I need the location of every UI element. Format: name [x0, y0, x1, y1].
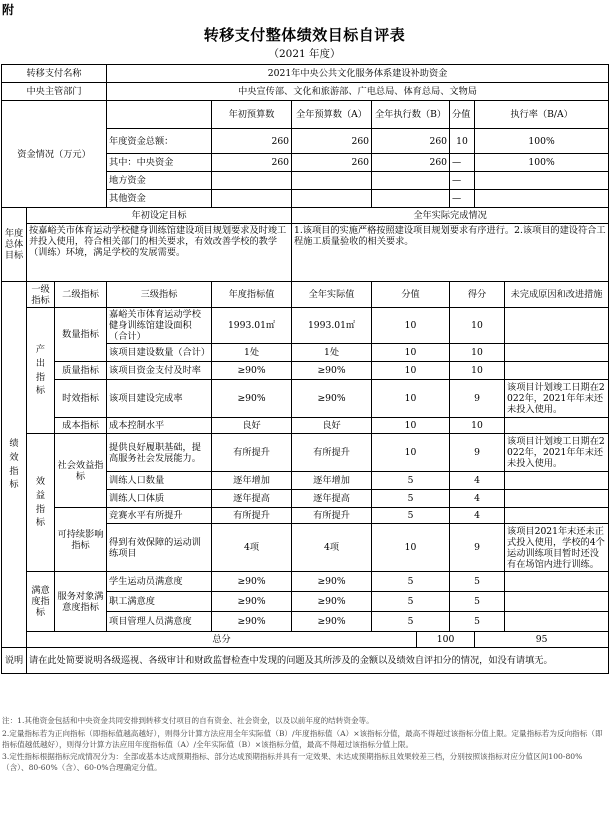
funds-col-full: 全年预算数（A）	[292, 101, 372, 129]
indicator-reason: 该项目计划竣工日期在2022年，2021年年末还未投入使用。	[505, 434, 609, 472]
indicator-target: 良好	[212, 418, 292, 434]
quality-indicator: 质量指标	[55, 362, 107, 380]
funds-exec	[372, 190, 450, 208]
performance-label: 绩效指标	[2, 282, 27, 648]
indicator-got: 4	[450, 508, 505, 524]
indicator-actual: 有所提升	[292, 434, 372, 472]
footnote-1: 注：1.其他资金包括和中央资金共同安排到转移支付项目的自有资金、社会资金，以及以前年度的结转资金等。	[2, 716, 374, 725]
indicator-got: 10	[450, 362, 505, 380]
header-actual: 全年实际值	[292, 282, 372, 308]
indicator-actual: 1993.01㎡	[292, 308, 372, 344]
footnote-2: 2.定量指标若为正向指标（即指标值越高越好），则得分计算方法应用全年实际值（B）/年度指标值（A）×该指标分值，最高不得超过该指标分值上限。定量指标若为反向指标（即指标值越低越好），则得分计算方法应用年度指标值（A）/全年实际值（B）×该指标分值，最高不得超过该指标分值上限。	[2, 728, 603, 749]
funds-plan	[212, 172, 292, 190]
indicator-score: 10	[372, 434, 450, 472]
indicator-actual: 良好	[292, 418, 372, 434]
header-level3: 三级指标	[107, 282, 212, 308]
indicator-reason: 该项目计划竣工日期在2022年，2021年年末还未投入使用。	[505, 380, 609, 418]
explain-label: 说明	[2, 648, 27, 674]
indicator-score: 5	[372, 472, 450, 490]
indicator-target: 有所提升	[212, 434, 292, 472]
indicator-actual: ≥90%	[292, 362, 372, 380]
indicator-target: ≥90%	[212, 572, 292, 592]
cost-indicator: 成本指标	[55, 418, 107, 434]
indicator-score: 10	[372, 344, 450, 362]
indicator-name: 该项目建设完成率	[107, 380, 212, 418]
footnotes	[2, 716, 605, 776]
funds-plan: 260	[212, 129, 292, 154]
total-got: 95	[475, 632, 609, 648]
indicator-reason	[505, 592, 609, 612]
service-satisfaction-indicator: 服务对象满意度指标	[55, 572, 107, 632]
funds-rate	[475, 190, 609, 208]
indicator-got: 5	[450, 572, 505, 592]
transfer-name-value: 2021年中央公共文化服务体系建设补助资金	[107, 65, 609, 83]
indicator-target: 1993.01㎡	[212, 308, 292, 344]
output-indicator-label: 产出指标	[27, 308, 55, 434]
indicator-actual: ≥90%	[292, 592, 372, 612]
indicator-actual: ≥90%	[292, 380, 372, 418]
funds-exec: 260	[372, 129, 450, 154]
indicator-target: ≥90%	[212, 380, 292, 418]
indicator-name: 职工满意度	[107, 592, 212, 612]
satisfaction-indicator-label: 满意度指标	[27, 572, 55, 632]
goal-set-header: 年初设定目标	[27, 208, 292, 224]
indicator-reason	[505, 572, 609, 592]
indicator-reason	[505, 472, 609, 490]
indicator-actual: 逐年提高	[292, 490, 372, 508]
funds-col-rate: 执行率（B/A）	[475, 101, 609, 129]
indicator-score: 5	[372, 490, 450, 508]
report-year: （2021 年度）	[268, 48, 341, 60]
funds-full: 260	[292, 154, 372, 172]
goal-set-text: 按嘉峪关市体育运动学校健身训练馆建设项目规划要求及时竣工并投入使用，符合相关部门的相关要求，有效改善学校的教学（训练）环境，满足学校的发展需要。	[27, 224, 292, 282]
funds-score: —	[450, 172, 475, 190]
indicator-name: 该项目资金支付及时率	[107, 362, 212, 380]
funds-col-plan: 年初预算数	[212, 101, 292, 129]
indicator-reason	[505, 362, 609, 380]
time-indicator: 时效指标	[55, 380, 107, 418]
indicator-got: 9	[450, 434, 505, 472]
indicator-name: 项目管理人员满意度	[107, 612, 212, 632]
social-benefit-indicator: 社会效益指标	[55, 434, 107, 508]
indicator-got: 10	[450, 344, 505, 362]
quantity-indicator: 数量指标	[55, 308, 107, 362]
indicator-actual: 逐年增加	[292, 472, 372, 490]
indicator-reason	[505, 508, 609, 524]
indicator-reason	[505, 612, 609, 632]
indicator-target: 4项	[212, 524, 292, 572]
funds-plan: 260	[212, 154, 292, 172]
goal-actual-text: 1.该项目的实施严格按照建设项目规划要求有序进行。2.该项目的建设符合工程施工质量验收的相关要求。	[292, 224, 609, 282]
funds-score: 10	[450, 129, 475, 154]
header-level2: 二级指标	[55, 282, 107, 308]
indicator-got: 4	[450, 490, 505, 508]
indicator-name: 学生运动员满意度	[107, 572, 212, 592]
benefit-indicator-label: 效益指标	[27, 434, 55, 572]
indicator-name: 竞赛水平有所提升	[107, 508, 212, 524]
funds-rate: 100%	[475, 129, 609, 154]
indicator-got: 5	[450, 592, 505, 612]
funds-row-label: 地方资金	[107, 172, 212, 190]
header-target: 年度指标值	[212, 282, 292, 308]
department-value: 中央宣传部、文化和旅游部、广电总局、体育总局、文物局	[107, 83, 609, 101]
indicator-score: 10	[372, 524, 450, 572]
funds-row-label: 年度资金总额：	[107, 129, 212, 154]
funds-score: —	[450, 154, 475, 172]
funds-exec	[372, 172, 450, 190]
indicator-target: 1处	[212, 344, 292, 362]
funds-col-score: 分值	[450, 101, 475, 129]
indicator-actual: ≥90%	[292, 572, 372, 592]
indicator-reason: 该项目2021年末还未正式投入使用，学校的4个运动训练项目暂时还没有在场馆内进行训练。	[505, 524, 609, 572]
indicator-target: ≥90%	[212, 612, 292, 632]
indicator-target: 逐年增加	[212, 472, 292, 490]
funds-exec: 260	[372, 154, 450, 172]
indicator-got: 10	[450, 418, 505, 434]
indicator-score: 5	[372, 508, 450, 524]
annual-goal-label: 年度总体目标	[2, 208, 27, 282]
indicator-name: 提供良好履职基础，提高服务社会发展能力。	[107, 434, 212, 472]
header-score: 分值	[372, 282, 450, 308]
indicator-name: 嘉峪关市体育运动学校健身训练馆建设面积（合计）	[107, 308, 212, 344]
funds-plan	[212, 190, 292, 208]
header-level1: 一级指标	[27, 282, 55, 308]
funds-row-label: 其中：中央资金	[107, 154, 212, 172]
indicator-score: 10	[372, 380, 450, 418]
indicator-score: 5	[372, 592, 450, 612]
funds-row-label: 其他资金	[107, 190, 212, 208]
indicator-target: 有所提升	[212, 508, 292, 524]
indicator-actual: 1处	[292, 344, 372, 362]
indicator-got: 9	[450, 524, 505, 572]
indicator-actual: 4项	[292, 524, 372, 572]
indicator-reason	[505, 490, 609, 508]
funds-header-blank	[107, 101, 212, 129]
header-reason: 未完成原因和改进措施	[505, 282, 609, 308]
funds-rate: 100%	[475, 154, 609, 172]
indicator-target: 逐年提高	[212, 490, 292, 508]
funds-full: 260	[292, 129, 372, 154]
indicator-name: 得到有效保障的运动训练项目	[107, 524, 212, 572]
header-got: 得分	[450, 282, 505, 308]
indicator-got: 4	[450, 472, 505, 490]
total-label: 总分	[27, 632, 417, 648]
indicator-name: 成本控制水平	[107, 418, 212, 434]
indicator-score: 10	[372, 418, 450, 434]
indicator-actual: ≥90%	[292, 612, 372, 632]
indicator-name: 训练人口体质	[107, 490, 212, 508]
self-evaluation-table	[1, 64, 609, 674]
department-label: 中央主管部门	[2, 83, 107, 101]
explain-text: 请在此处简要说明各级巡视、各级审计和财政监督检查中发现的问题及其所涉及的金额以及绩效自评扣分的情况，如没有请填无。	[27, 648, 609, 674]
indicator-score: 5	[372, 612, 450, 632]
funds-full	[292, 172, 372, 190]
indicator-reason	[505, 344, 609, 362]
indicator-target: ≥90%	[212, 362, 292, 380]
funds-label: 资金情况（万元）	[2, 101, 107, 208]
indicator-got: 5	[450, 612, 505, 632]
funds-full	[292, 190, 372, 208]
indicator-got: 9	[450, 380, 505, 418]
page-title: 转移支付整体绩效目标自评表	[203, 26, 406, 44]
footnote-3: 3.定性指标根据指标完成情况分为：全部或基本达成预期指标、部分达成预期指标并具有一定效果、未达成预期指标且效果较差三档，分别按照该指标对应分值区间100-80%（含）、80-60%（含）、60-0%合理确定分值。	[2, 752, 583, 773]
indicator-name: 训练人口数量	[107, 472, 212, 490]
indicator-score: 5	[372, 572, 450, 592]
funds-col-exec: 全年执行数（B）	[372, 101, 450, 129]
goal-actual-header: 全年实际完成情况	[292, 208, 609, 224]
funds-rate	[475, 172, 609, 190]
sustainable-impact-indicator: 可持续影响指标	[55, 508, 107, 572]
total-score: 100	[417, 632, 475, 648]
transfer-name-label: 转移支付名称	[2, 65, 107, 83]
indicator-got: 10	[450, 308, 505, 344]
indicator-reason	[505, 308, 609, 344]
indicator-reason	[505, 418, 609, 434]
indicator-target: ≥90%	[212, 592, 292, 612]
attachment-mark: 附	[2, 3, 15, 17]
indicator-score: 10	[372, 362, 450, 380]
indicator-actual: 有所提升	[292, 508, 372, 524]
funds-score: —	[450, 190, 475, 208]
indicator-name: 该项目建设数量（合计）	[107, 344, 212, 362]
indicator-score: 10	[372, 308, 450, 344]
